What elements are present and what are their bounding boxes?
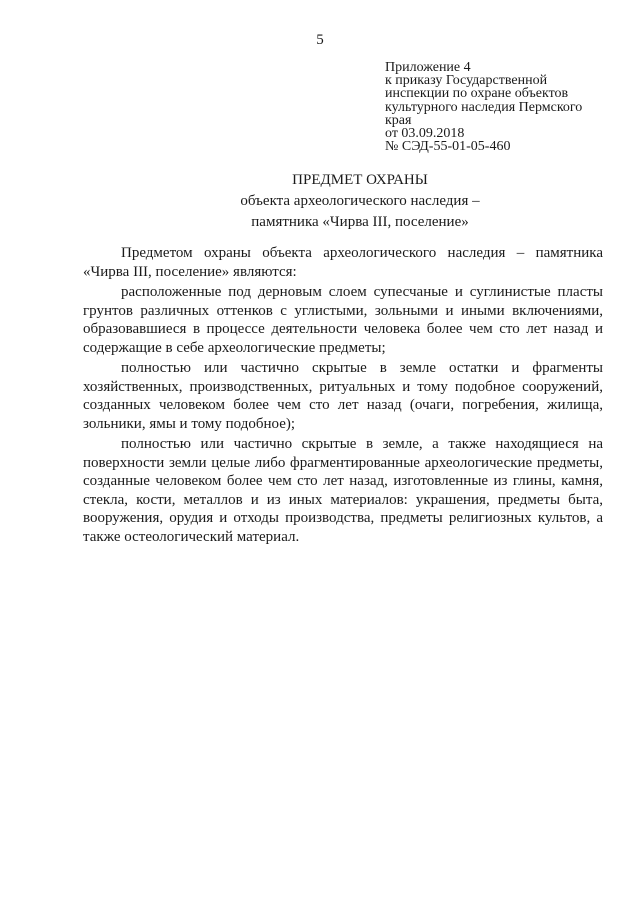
document-subtitle-line: объекта археологического наследия –	[240, 193, 480, 209]
appendix-line: Приложение 4	[385, 60, 471, 75]
body-paragraph: Предметом охраны объекта археологического наследия – памятника «Чирва III, поселение» являются:	[83, 245, 603, 280]
appendix-line: культурного наследия Пермского	[385, 99, 583, 115]
appendix-line: № СЭД-55-01-05-460	[385, 139, 511, 155]
document-body	[83, 244, 603, 548]
appendix-line: края	[385, 112, 412, 128]
page-number: 5	[316, 32, 324, 48]
document-subtitle-line: памятника «Чирва III, поселение»	[251, 214, 469, 230]
body-paragraph: полностью или частично скрытые в земле остатки и фрагменты хозяйственных, производственных, ритуальных и тому подобное сооружений, созданных человеком более чем сто лет назад (очаги, погребения, жилища, зольники, ямы и тому подобное);	[83, 360, 603, 432]
document-title: ПРЕДМЕТ ОХРАНЫ	[292, 172, 428, 188]
body-paragraph: расположенные под дерновым слоем супесчаные и суглинистые пласты грунтов различных оттенков с углистыми, зольными и иными включениями, образовавшиеся в процессе деятельности человека более чем сто лет назад и содержащие в себе археологические предметы;	[83, 284, 603, 356]
document-heading	[0, 170, 640, 233]
appendix-line: от 03.09.2018	[385, 126, 465, 142]
appendix-line: инспекции по охране объектов	[385, 86, 569, 102]
body-paragraph: полностью или частично скрытые в земле, а также находящиеся на поверхности земли целые либо фрагментированные археологические предметы, созданные человеком более чем сто лет назад, изготовленные из глины, камня, стекла, кости, металлов и из иных материалов: украшения, предметы быта, вооружения, орудия и отходы производства, предметы религиозных культов, а также остеологический материал.	[83, 436, 603, 545]
appendix-block	[385, 61, 620, 153]
appendix-line: к приказу Государственной	[385, 73, 548, 89]
